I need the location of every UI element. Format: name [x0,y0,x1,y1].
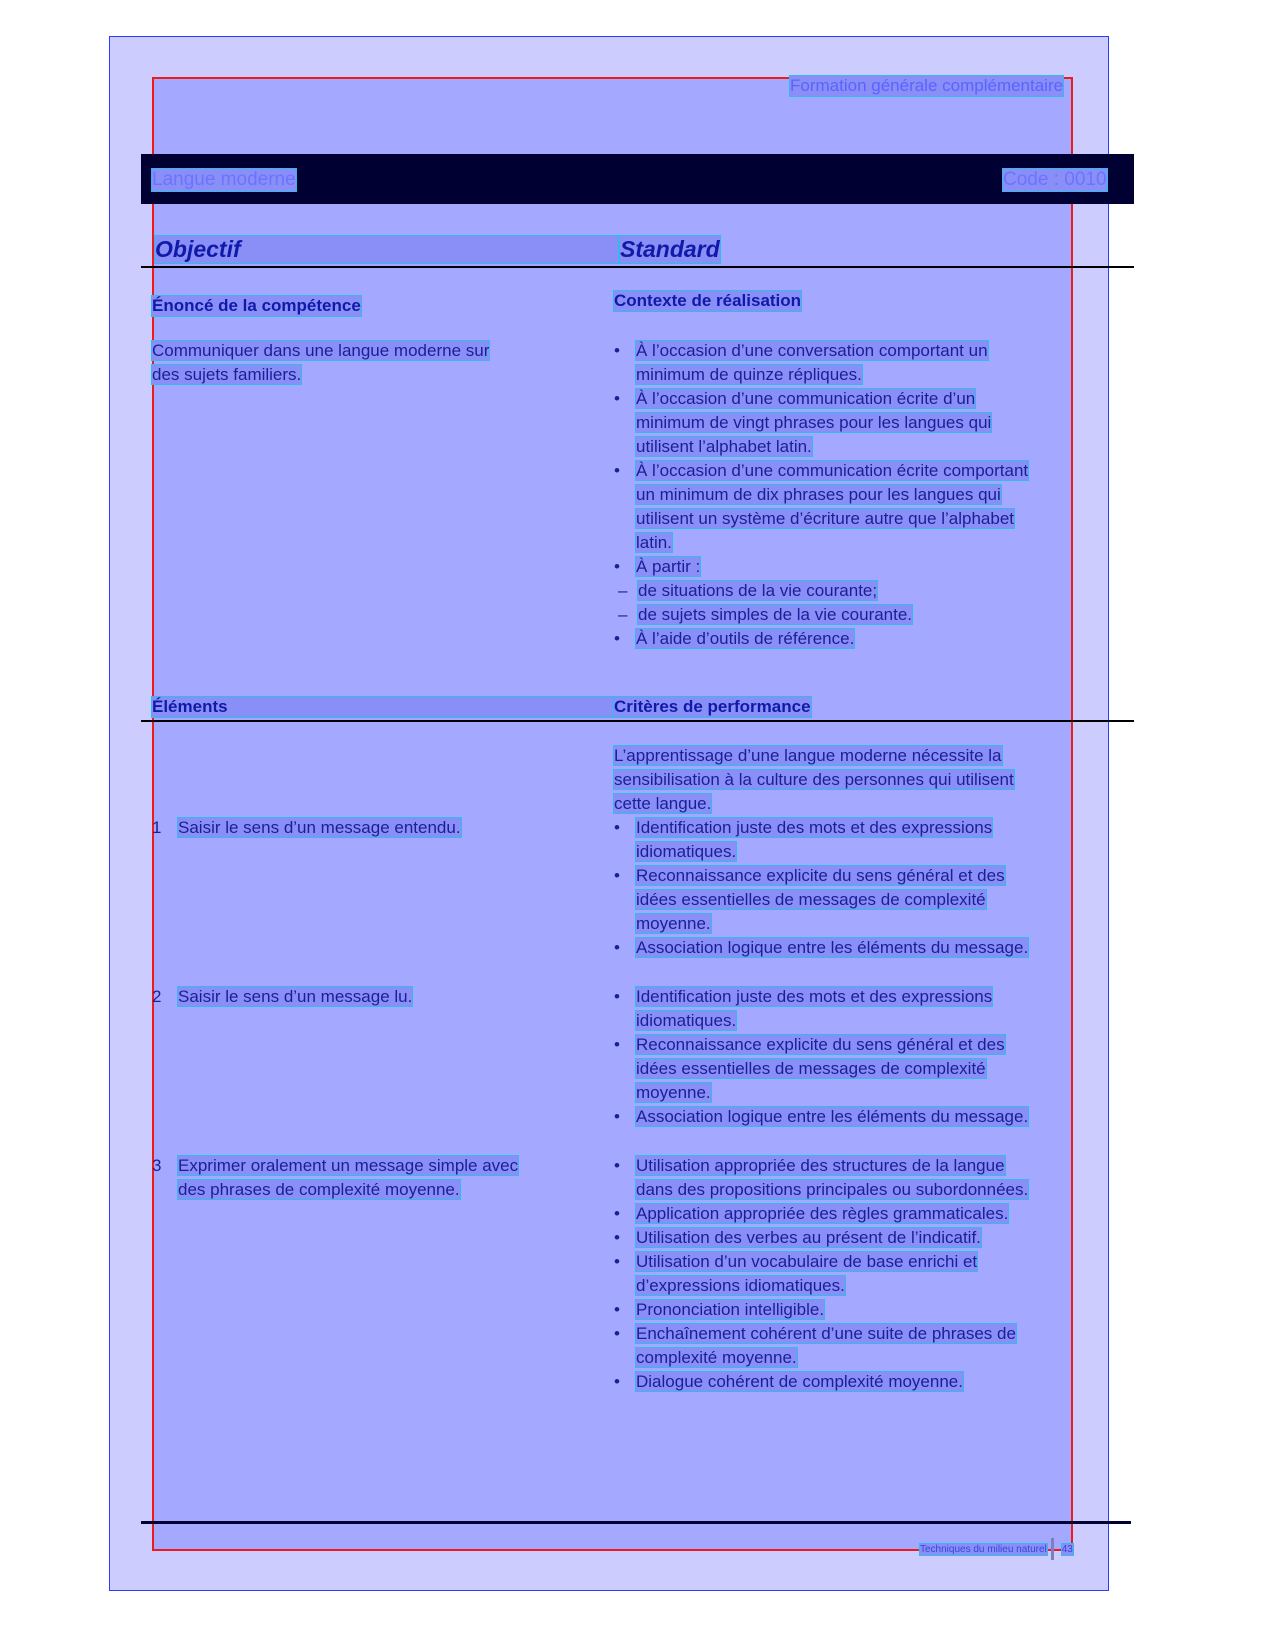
criterion-item [614,985,1028,1033]
contexte-line: de sujets simples de la vie courante. [638,605,913,624]
contexte-item [614,603,1028,627]
criterion-line: d’expressions idiomatiques. [636,1276,845,1295]
bullet-marker: • [614,866,620,885]
bullet-marker: • [614,1300,620,1319]
competence-heading: Énoncé de la compétence [152,296,361,315]
element-text: des phrases de complexité moyenne. [178,1180,460,1199]
criterion-item [614,1105,1028,1129]
criterion-line: Utilisation des verbes au présent de l’indicatif. [636,1228,981,1247]
contexte-heading: Contexte de réalisation [614,291,802,310]
element-item [152,985,412,1009]
criterion-item [614,1226,1028,1250]
criterion-line: Dialogue cohérent de complexité moyenne. [636,1372,963,1391]
criterion-item [614,1202,1028,1226]
element-text: Exprimer oralement un message simple avec [178,1156,519,1175]
criterion-line: idiomatiques. [636,1011,737,1030]
bullet-marker: • [614,461,620,480]
criteria-list [614,816,1028,960]
bullet-marker: • [614,1252,620,1271]
footer-separator [1051,1538,1054,1560]
criterion-line: moyenne. [636,914,711,933]
course-code: Code : 0010 [1003,169,1107,190]
divider [141,720,1134,722]
criterion-line: Application appropriée des règles grammaticales. [636,1204,1009,1223]
criterion-line: Identification juste des mots et des expressions [636,987,993,1006]
contexte-item [614,339,1028,387]
criterion-line: moyenne. [636,1083,711,1102]
bullet-marker: • [614,341,620,360]
criterion-item [614,936,1028,960]
criterion-item [614,1298,1028,1322]
page-footer [920,1538,1073,1560]
criterion-line: idiomatiques. [636,842,737,861]
bullet-marker: • [614,1228,620,1247]
intro-line: L’apprentissage d’une langue moderne nécessite la [614,746,1002,765]
contexte-line: minimum de quinze répliques. [636,365,862,384]
competence-statement [152,339,489,387]
element-text: Saisir le sens d’un message entendu. [178,818,461,837]
bullet-marker: • [614,1035,620,1054]
running-header: Formation générale complémentaire [790,76,1064,95]
bullet-marker: • [614,938,620,957]
bullet-marker: • [614,818,620,837]
criterion-line: Association logique entre les éléments du message. [636,1107,1029,1126]
contexte-line: utilisent un système d’écriture autre que l’alphabet [636,509,1014,528]
contexte-line: latin. [636,533,672,552]
criterion-item [614,1033,1028,1105]
criterion-line: Association logique entre les éléments du message. [636,938,1029,957]
criterion-item [614,1370,1028,1394]
bullet-marker: • [614,1324,620,1343]
criteria-list [614,985,1028,1129]
contexte-item [614,387,1028,459]
contexte-line: À l’occasion d’une communication écrite d’un [636,389,976,408]
contexte-line: minimum de vingt phrases pour les langues qui [636,413,992,432]
criterion-item [614,1250,1028,1298]
criterion-line: Enchaînement cohérent d’une suite de phrases de [636,1324,1016,1343]
element-item [152,1154,518,1202]
contexte-line: À l’occasion d’une communication écrite comportant [636,461,1029,480]
bullet-marker: • [614,987,620,1006]
criterion-item [614,816,1028,864]
bullet-marker: • [614,629,620,648]
bullet-marker: • [614,1204,620,1223]
criterion-item [614,1322,1028,1370]
contexte-line: À l’occasion d’une conversation comportant un [636,341,988,360]
criteria-list [614,1154,1028,1394]
element-text: Saisir le sens d’un message lu. [178,987,413,1006]
criterion-line: idées essentielles de messages de complexité [636,890,986,909]
criterion-line: Reconnaissance explicite du sens général et des [636,866,1005,885]
element-number: 3 [152,1156,162,1175]
bullet-marker: • [614,1107,620,1126]
contexte-line: utilisent l’alphabet latin. [636,437,812,456]
competence-line: Communiquer dans une langue moderne sur [152,341,490,360]
divider [141,266,1134,268]
criterion-line: idées essentielles de messages de complexité [636,1059,986,1078]
footer-program: Techniques du milieu naturel [920,1543,1047,1555]
contexte-item [614,555,1028,579]
intro-line: sensibilisation à la culture des personnes qui utilisent [614,770,1014,789]
contexte-list [614,339,1028,651]
criterion-line: Utilisation d’un vocabulaire de base enrichi et [636,1252,978,1271]
footer-divider [141,1521,1131,1524]
bullet-marker: • [614,557,620,576]
element-number: 2 [152,987,162,1006]
contexte-item [614,579,1028,603]
criterion-line: Reconnaissance explicite du sens général et des [636,1035,1005,1054]
bullet-marker: • [614,1372,620,1391]
bullet-marker: • [614,1156,620,1175]
dash-marker: – [618,605,628,624]
contexte-line: un minimum de dix phrases pour les langues qui [636,485,1001,504]
criterion-line: Identification juste des mots et des expressions [636,818,993,837]
column-heading-standard: Standard [620,236,720,262]
contexte-item [614,459,1028,555]
criterion-line: dans des propositions principales ou subordonnées. [636,1180,1029,1199]
competence-line: des sujets familiers. [152,365,302,384]
criterion-item [614,1154,1028,1202]
contexte-item [614,627,1028,651]
intro-line: cette langue. [614,794,712,813]
element-number: 1 [152,818,162,837]
criteres-heading: Critères de performance [614,697,811,716]
criterion-line: Prononciation intelligible. [636,1300,825,1319]
subject-title: Langue moderne [152,169,296,190]
elements-heading: Éléments [152,697,615,717]
criterion-line: Utilisation appropriée des structures de la langue [636,1156,1005,1175]
criteres-intro [614,744,1014,816]
element-item [152,816,461,840]
page-number: 43 [1061,1543,1073,1555]
dash-marker: – [618,581,628,600]
contexte-line: À l’aide d’outils de référence. [636,629,855,648]
bullet-marker: • [614,389,620,408]
criterion-line: complexité moyenne. [636,1348,797,1367]
contexte-line: de situations de la vie courante; [638,581,878,600]
contexte-line: À partir : [636,557,701,576]
column-heading-objectif: Objectif [155,236,618,263]
criterion-item [614,864,1028,936]
